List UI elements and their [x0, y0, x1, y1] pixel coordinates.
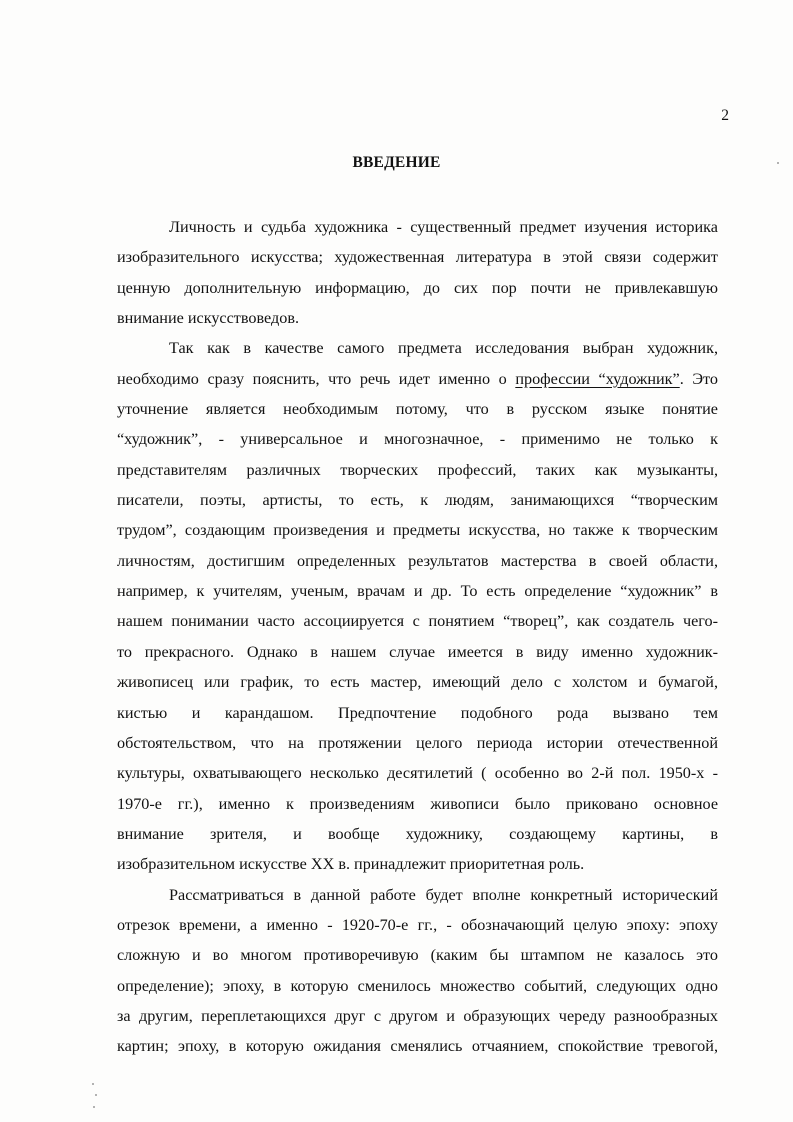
text-line: определение); эпоху, в которую сменилось множество событий, следующих одно — [117, 976, 718, 995]
text-line: Рассматриваться в данной работе будет вполне конкретный исторический — [169, 885, 718, 904]
text-line: Так как в качестве самого предмета исследования выбран художник, — [169, 339, 718, 358]
section-heading: ВВЕДЕНИЕ — [352, 154, 441, 171]
text-line: то прекрасного. Однако в нашем случае имеется в виду именно художник- — [117, 642, 718, 661]
page-number: 2 — [721, 107, 729, 124]
text-line: картин; эпоху, в которую ожидания сменялись отчаянием, спокойствие тревогой, — [117, 1037, 718, 1056]
text-line: культуры, охватывающего несколько десятилетий ( особенно во 2-й пол. 1950-х - — [117, 764, 718, 783]
text-line: кистью и карандашом. Предпочтение подобного рода вызвано тем — [117, 703, 718, 722]
text-line: например, к учителям, ученым, врачам и др. То есть определение “художник” в — [117, 582, 718, 601]
text-line: живописец или график, то есть мастер, имеющий дело с холстом и бумагой, — [117, 673, 718, 692]
text-line: отрезок времени, а именно - 1920-70-е гг., - обозначающий целую эпоху: эпоху — [117, 915, 718, 934]
paragraph-2 — [117, 333, 718, 879]
text-line: трудом”, создающим произведения и предметы искусства, но также к творческим — [117, 521, 718, 540]
scan-speck — [92, 1083, 94, 1085]
text-line: писатели, поэты, артисты, то есть, к людям, занимающихся “творческим — [117, 491, 718, 510]
text-line: 1970-е гг.), именно к произведениям живописи было приковано основное — [117, 794, 718, 813]
text-line: изобразительном искусстве XX в. принадлежит приоритетная роль. — [117, 855, 585, 874]
text-line: ценную дополнительную информацию, до сих пор почти не привлекавшую — [117, 278, 718, 297]
text-line: уточнение является необходимым потому, что в русском языке понятие — [117, 400, 718, 419]
text-line: внимание искусствоведов. — [117, 309, 300, 328]
scan-speck — [93, 1106, 95, 1108]
text-line: сложную и во многом противоречивую (каким бы штампом не казалось это — [117, 946, 718, 965]
text-line: личностям, достигшим определенных результатов мастерства в своей области, — [117, 551, 718, 570]
body-text — [117, 212, 718, 1062]
text-line: обстоятельством, что на протяжении целого периода истории отечественной — [117, 733, 718, 752]
scan-speck — [95, 1094, 97, 1096]
text-line: Личность и судьба художника - существенный предмет изучения историка — [169, 218, 718, 236]
text-line: внимание зрителя, и вообще художнику, создающему картины, в — [117, 824, 718, 843]
text-line: “художник”, - универсальное и многозначное, - применимо не только к — [117, 430, 718, 449]
text-line: за другим, переплетающихся друг с другом и образующих череду разнообразных — [117, 1006, 718, 1025]
text-line-with-underline: необходимо сразу пояснить, что речь идет именно о профессии “художник”. Это — [117, 369, 718, 388]
text-line: нашем понимании часто ассоциируется с понятием “творец”, как создатель чего- — [117, 612, 718, 631]
text-line: представителям различных творческих профессий, таких как музыканты, — [117, 460, 718, 479]
underlined-term: профессии “художник” — [515, 369, 680, 388]
scan-speck — [777, 162, 779, 164]
paragraph-3 — [117, 880, 718, 1062]
text-line: изобразительного искусства; художественная литература в этой связи содержит — [117, 248, 718, 267]
paragraph-1 — [117, 212, 718, 333]
